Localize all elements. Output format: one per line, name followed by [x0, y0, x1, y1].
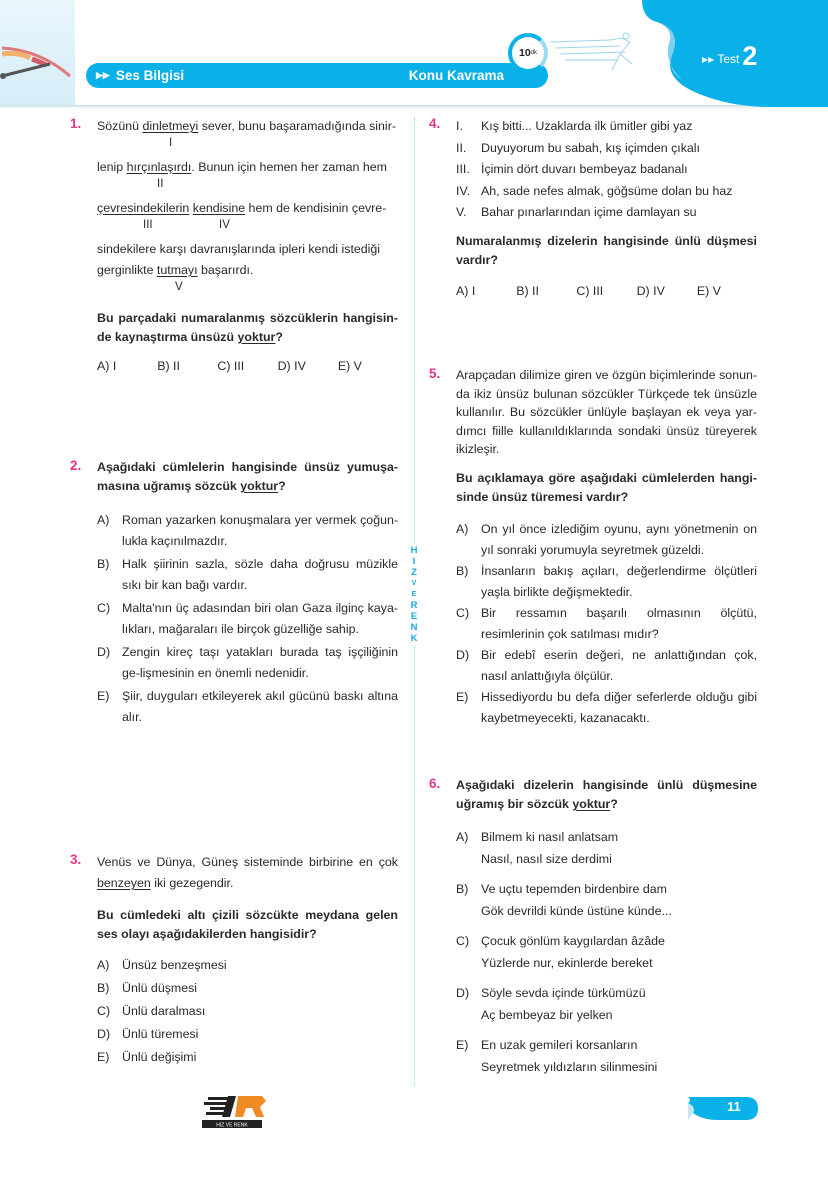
- q1-line: [97, 116, 398, 137]
- page-number-tab: [688, 1095, 758, 1122]
- option-text: Hissediyordu bu defa diğer seferlerde olduğu gibi kaybetmeyecekti, kazanacaktı.: [481, 689, 757, 725]
- timer-value: 10: [518, 47, 531, 59]
- topic-title: Ses Bilgisi: [115, 68, 185, 83]
- roman-marks: [97, 281, 398, 301]
- option-text: On yıl önce izlediğim oyunu, aynı yönetmenin on yıl sonraki yorumuyla seyretmek güzeldi.: [481, 521, 757, 557]
- question-text: Arapçadan dilimize giren ve özgün biçimlerinde sonun-da ikiz ünsüz bulunan sözcükler Türkçede tek ünsüzle kullanılır. Bu sözcükler ünlüyle başlayan ek veya yar-dımcı fiille kullanıldıklarında sondaki ünsüz türeyerek ikizleşir.: [456, 368, 757, 456]
- option-c[interactable]: [97, 598, 398, 640]
- side-letter: I: [412, 556, 416, 567]
- side-letter: V: [411, 580, 417, 587]
- option-e[interactable]: [97, 686, 398, 728]
- option-text: İnsanların bakış açıları, değerlendirme ölçütleri yaşla birlikte değişmektedir.: [481, 563, 757, 599]
- option-c[interactable]: [456, 603, 757, 645]
- verse-text: Kış bitti... Uzaklarda ilk ümitler gibi yaz: [481, 119, 693, 133]
- choice-d[interactable]: D) IV: [636, 283, 665, 298]
- question-prompt: [97, 458, 398, 496]
- question-5: [429, 366, 757, 729]
- choice-b[interactable]: B) II: [157, 359, 180, 373]
- option-text: Zengin kireç taşı yatakları burada taş işçiliğinin ge-lişmesinin en önemli nedenidir.: [122, 645, 398, 680]
- option-text: Ünsüz benzeşmesi: [122, 958, 227, 972]
- right-column: [429, 116, 757, 1074]
- option-letter: C): [97, 601, 111, 615]
- option-c[interactable]: [97, 1000, 398, 1023]
- side-brand-label: [407, 545, 421, 644]
- option-text: Bir edebî eserin değeri, ne anlattığından çok, nasıl anlattığıyla ölçülür.: [481, 647, 757, 683]
- option-line: Yüzlerde nur, ekinlerde bereket: [481, 956, 653, 970]
- logo-text: HIZ VE RENK: [216, 1122, 248, 1129]
- roman-mark: III: [143, 219, 153, 231]
- roman-mark: IV: [219, 219, 230, 231]
- underlined-word: hırçınlaşırdı: [126, 160, 192, 174]
- question-prompt: [97, 309, 398, 347]
- option-letter: E): [97, 689, 110, 703]
- text: ?: [610, 797, 618, 811]
- option-letter: B): [97, 981, 110, 995]
- option-line: Nasıl, nasıl size derdimi: [481, 852, 612, 866]
- option-letter: A): [97, 513, 110, 527]
- double-chevron-icon: ▶▶: [702, 55, 715, 64]
- double-chevron-icon: ▶▶: [96, 70, 110, 80]
- roman-numeral: V.: [456, 205, 467, 219]
- option-line: Gök devrildi künde üstüne künde...: [481, 904, 672, 918]
- option-letter: C): [456, 605, 470, 620]
- text: başarırdı.: [197, 263, 254, 277]
- side-letter: R: [410, 600, 418, 611]
- q1-line: sindekilere karşı davranışlarında ipleri kendi istediği: [97, 242, 381, 256]
- timer-unit: dk: [530, 50, 538, 56]
- option-letter: D): [456, 647, 470, 662]
- verse-line: [456, 181, 757, 203]
- left-column: [70, 116, 398, 1064]
- text: ?: [278, 479, 286, 493]
- text: ?: [275, 330, 283, 344]
- option-a[interactable]: [456, 519, 757, 561]
- choice-e[interactable]: E) V: [337, 359, 362, 373]
- speedometer-icon: [0, 40, 75, 90]
- roman-marks: [97, 137, 398, 157]
- verse-line: [456, 116, 757, 138]
- side-letter: H: [410, 545, 418, 556]
- option-e[interactable]: [456, 687, 757, 729]
- verse-text: İçimin dört duvarı bembeyaz badanalı: [481, 162, 688, 176]
- options-list: [456, 519, 757, 729]
- option-line: Bilmem ki nasıl anlatsam: [481, 830, 619, 844]
- q1-line: [97, 260, 398, 281]
- text: Venüs ve Dünya, Güneş sisteminde birbirine en çok: [97, 855, 398, 869]
- option-e[interactable]: [97, 1046, 398, 1069]
- question-2: [70, 458, 398, 728]
- option-c[interactable]: [456, 930, 757, 974]
- option-letter: A): [456, 830, 469, 844]
- page-number: 11: [727, 1099, 741, 1114]
- option-letter: D): [97, 645, 111, 659]
- question-number: 5.: [429, 366, 441, 381]
- option-a[interactable]: [97, 954, 398, 977]
- option-letter: A): [97, 958, 110, 972]
- choice-a[interactable]: A) I: [456, 283, 476, 298]
- underlined-word: çevresindekilerin: [97, 201, 190, 215]
- verse-text: Ah, sade nefes almak, göğsüme dolan bu haz: [481, 183, 733, 198]
- options-list: [456, 826, 757, 1078]
- option-b[interactable]: [456, 561, 757, 603]
- answer-choices: [456, 284, 757, 298]
- option-d[interactable]: [456, 982, 757, 1026]
- option-text: Halk şiirinin sazla, sözle daha doğrusu müzikle sıkı bir kan bağı vardır.: [122, 557, 398, 592]
- publisher-logo-icon: [200, 1093, 280, 1133]
- option-letter: D): [456, 986, 470, 1000]
- question-number: 2.: [70, 458, 82, 473]
- side-letter: N: [410, 622, 418, 633]
- verse-line: [456, 202, 757, 224]
- text: hem de kendisinin çevre-: [245, 201, 387, 215]
- answer-choices: [97, 359, 398, 373]
- choice-c[interactable]: C) III: [217, 359, 245, 373]
- text: lenip: [97, 160, 127, 174]
- option-letter: E): [456, 1038, 469, 1052]
- test-number: 2: [742, 41, 758, 71]
- option-letter: E): [97, 1050, 110, 1064]
- question-4: [429, 116, 757, 298]
- option-letter: B): [97, 557, 110, 571]
- option-a[interactable]: [97, 510, 398, 552]
- roman-numeral: III.: [456, 162, 470, 176]
- option-text: Ünlü değişimi: [122, 1050, 197, 1064]
- option-text: Bir ressamın başarılı olmasının ölçütü, resimlerinin çok satılması mıdır?: [481, 605, 757, 641]
- q1-line: [97, 198, 398, 219]
- options-list: [97, 510, 398, 728]
- underlined-word: yoktur: [572, 797, 611, 811]
- underlined-word: dinletmeyi: [142, 119, 199, 133]
- question-prompt: [456, 776, 757, 814]
- underlined-word: tutmayı: [156, 263, 198, 277]
- timer-badge: [508, 33, 548, 73]
- text: gerginlikte: [97, 263, 157, 277]
- option-text: Malta'nın üç adasından biri olan Gaza ilginç kaya-lıkları, mağaraları ile birçok güzelliğe sahip.: [122, 601, 398, 636]
- option-e[interactable]: [456, 1034, 757, 1078]
- q1-line: [97, 157, 398, 178]
- text: Aşağıdaki cümlelerin hangisinde ünsüz yumuşa-masına uğramış sözcük: [97, 460, 398, 493]
- choice-c[interactable]: C) III: [576, 283, 604, 298]
- question-prompt: Bu cümledeki altı çizili sözcükte meydana gelen ses olayı aşağıdakilerden hangisidir?: [97, 908, 398, 941]
- underlined-word: yoktur: [240, 479, 279, 493]
- verse-text: Duyuyorum bu sabah, kış içimden çıkalı: [481, 140, 700, 155]
- side-letter: K: [410, 633, 418, 644]
- question-number: 1.: [70, 116, 82, 131]
- option-d[interactable]: [97, 1023, 398, 1046]
- underlined-word: kendisine: [192, 201, 246, 215]
- underlined-word: yoktur: [237, 330, 276, 344]
- option-b[interactable]: [97, 977, 398, 1000]
- test-word: Test: [717, 52, 740, 66]
- question-number: 4.: [429, 116, 441, 131]
- verse-text: Bahar pınarlarından içime damlayan su: [481, 205, 697, 219]
- roman-mark: V: [175, 281, 183, 293]
- option-letter: D): [97, 1027, 111, 1041]
- side-letter: Z: [411, 567, 417, 578]
- verse-line: [456, 138, 757, 160]
- option-letter: B): [456, 563, 469, 578]
- verse-lines: [456, 116, 757, 224]
- options-list: [97, 954, 398, 1069]
- option-text: Şiir, duyguları etkileyerek akıl gücünü baskı altına alır.: [122, 689, 398, 724]
- question-3: [70, 852, 398, 1069]
- roman-numeral: IV.: [456, 183, 471, 198]
- test-label: [702, 43, 757, 69]
- option-letter: C): [97, 1004, 111, 1018]
- question-text: [97, 852, 398, 894]
- option-letter: E): [456, 689, 469, 704]
- runner-illustration-icon: [550, 30, 640, 80]
- roman-numeral: I.: [456, 119, 463, 133]
- question-prompt: Numaralanmış dizelerin hangisinde ünlü düşmesi vardır?: [456, 233, 757, 267]
- roman-mark: II: [157, 178, 164, 190]
- option-line: Seyretmek yıldızların silinmesini: [481, 1060, 658, 1074]
- topic-bar: [86, 63, 548, 88]
- side-letter: E: [411, 591, 417, 598]
- header-left-strip: [0, 0, 75, 107]
- question-1: [70, 116, 398, 373]
- roman-marks: [97, 178, 398, 198]
- choice-b[interactable]: B) II: [516, 283, 539, 298]
- underlined-word: benzeyen: [97, 876, 151, 890]
- option-a[interactable]: [456, 826, 757, 870]
- roman-mark: I: [169, 137, 173, 149]
- question-6: [429, 776, 757, 1086]
- option-line: En uzak gemileri korsanların: [481, 1038, 638, 1052]
- question-number: 6.: [429, 776, 441, 791]
- option-text: Roman yazarken konuşmalara yer vermek çoğun-lukla kaçınılmazdır.: [122, 513, 398, 548]
- text: sever, bunu başaramadığında sinir-: [198, 119, 396, 133]
- option-text: Ünlü türemesi: [122, 1027, 199, 1041]
- text: Aşağıdaki dizelerin hangisinde ünlü düşmesine uğramış bir sözcük: [456, 778, 757, 811]
- roman-numeral: II.: [456, 140, 467, 155]
- choice-e[interactable]: E) V: [696, 283, 721, 298]
- option-text: Ünlü daralması: [122, 1004, 206, 1018]
- option-line: Söyle sevda içinde türkümüzü: [481, 986, 646, 1000]
- roman-marks: [97, 219, 398, 239]
- question-number: 3.: [70, 852, 82, 867]
- text: Bu parçadaki numaralanmış sözcüklerin hangisin-de kaynaştırma ünsüzü: [97, 311, 398, 344]
- text: . Bunun için hemen her zaman hem: [191, 160, 387, 174]
- option-letter: C): [456, 934, 470, 948]
- choice-d[interactable]: D) IV: [277, 359, 306, 373]
- option-line: Ve uçtu tepemden birdenbire dam: [481, 882, 667, 896]
- question-prompt: Bu açıklamaya göre aşağıdaki cümlelerden hangi-sinde ünsüz türemesi vardır?: [456, 470, 757, 504]
- option-b[interactable]: [97, 554, 398, 596]
- option-d[interactable]: [456, 645, 757, 687]
- option-line: Aç bembeyaz bir yelken: [481, 1008, 613, 1022]
- text: Sözünü: [97, 119, 143, 133]
- option-text: Ünlü düşmesi: [122, 981, 198, 995]
- choice-a[interactable]: A) I: [97, 359, 117, 373]
- option-letter: A): [456, 521, 469, 536]
- subtopic-title: Konu Kavrama: [408, 68, 504, 83]
- option-line: Çocuk gönlüm kaygılardan âzâde: [481, 934, 665, 948]
- option-letter: B): [456, 882, 469, 896]
- text: iki gezegendir.: [150, 876, 234, 890]
- option-d[interactable]: [97, 642, 398, 684]
- side-letter: E: [410, 611, 418, 622]
- option-b[interactable]: [456, 878, 757, 922]
- verse-line: [456, 159, 757, 181]
